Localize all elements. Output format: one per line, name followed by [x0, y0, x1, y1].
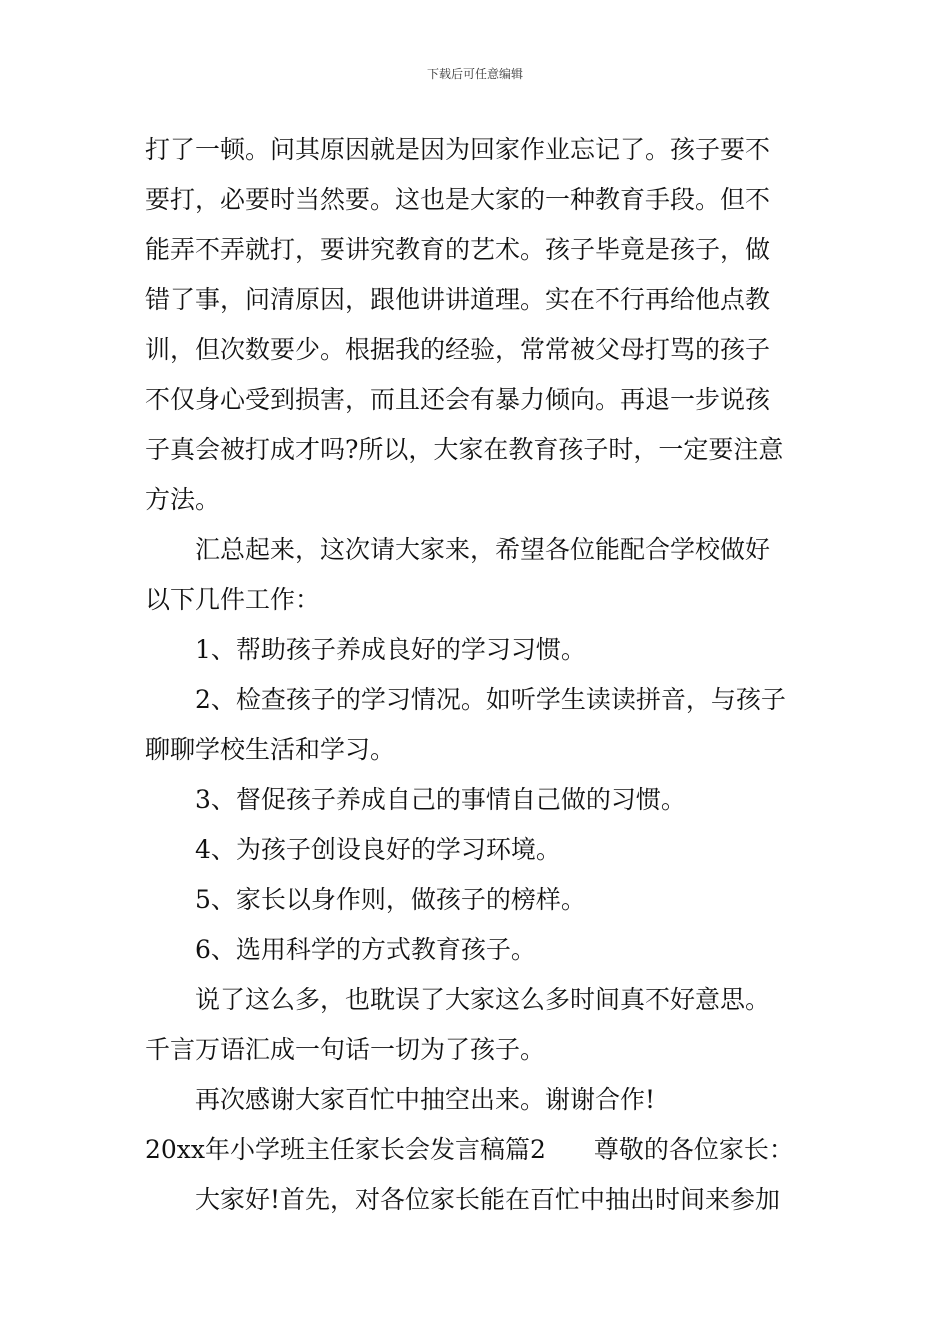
paragraph-line: 训，但次数要少。根据我的经验，常常被父母打骂的孩子: [145, 335, 771, 364]
paragraph-line: 打了一顿。问其原因就是因为回家作业忘记了。孩子要不: [145, 135, 771, 164]
list-item: 6、选用科学的方式教育孩子。: [195, 935, 536, 964]
list-item: 4、为孩子创设良好的学习环境。: [195, 835, 561, 864]
paragraph-line: 不仅身心受到损害，而且还会有暴力倾向。再退一步说孩: [145, 385, 771, 414]
paragraph-line: 千言万语汇成一句话一切为了孩子。: [145, 1035, 546, 1064]
paragraph-line: 子真会被打成才吗?所以，大家在教育孩子时，一定要注意: [145, 435, 784, 464]
paragraph-line: 再次感谢大家百忙中抽空出来。谢谢合作!: [195, 1085, 656, 1114]
document-body: [145, 125, 810, 1225]
paragraph-line: 以下几件工作：: [145, 585, 321, 614]
paragraph-line: 大家好!首先，对各位家长能在百忙中抽出时间来参加: [195, 1185, 781, 1214]
paragraph-line: 方法。: [145, 485, 221, 514]
salutation: 尊敬的各位家长：: [593, 1135, 794, 1164]
list-item: 2、检查孩子的学习情况。如听学生读读拼音，与孩子: [195, 685, 786, 714]
list-item-continuation: 聊聊学校生活和学习。: [145, 735, 396, 764]
section-title-line: [145, 1125, 810, 1175]
list-item: 3、督促孩子养成自己的事情自己做的习惯。: [195, 785, 686, 814]
paragraph-line: 汇总起来，这次请大家来，希望各位能配合学校做好: [195, 535, 771, 564]
paragraph-line: 要打，必要时当然要。这也是大家的一种教育手段。但不: [145, 185, 771, 214]
paragraph-line: 错了事，问清原因，跟他讲讲道理。实在不行再给他点教: [145, 285, 771, 314]
paragraph-line: 能弄不弄就打，要讲究教育的艺术。孩子毕竟是孩子，做: [145, 235, 771, 264]
section-title: 20xx年小学班主任家长会发言稿篇2: [145, 1135, 546, 1164]
list-item: 5、家长以身作则，做孩子的榜样。: [195, 885, 586, 914]
list-item: 1、帮助孩子养成良好的学习习惯。: [195, 635, 586, 664]
paragraph-line: 说了这么多，也耽误了大家这么多时间真不好意思。: [195, 985, 771, 1014]
page-header: 下载后可任意编辑: [426, 67, 523, 81]
